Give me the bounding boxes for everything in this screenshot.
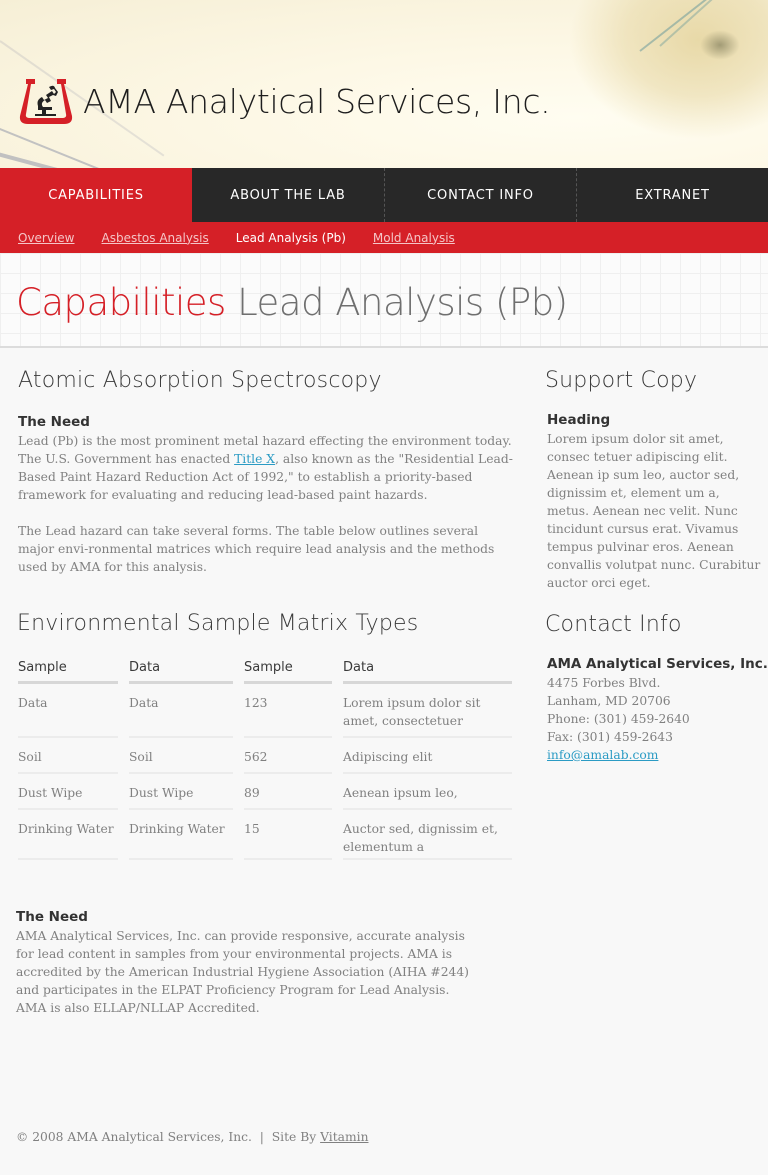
- contact-company: AMA Analytical Services, Inc.: [547, 656, 768, 672]
- contact-phone: Phone: (301) 459-2640: [547, 712, 690, 726]
- support-text: Lorem ipsum dolor sit amet, consec tetuer adipiscing elit. Aenean ip sum leo, auctor sed, dignissim et, element um a, metus. Aenean nec velit. Nunc tincidunt cursus erat. Vivamus tempus pulvinar eros. Aenean convallis volutpat nunc. Curabitur auctor orci eget.: [547, 432, 761, 590]
- table-cell: Data: [129, 684, 233, 738]
- table-cell: Soil: [129, 738, 233, 774]
- table-row: [18, 810, 512, 860]
- table-cell: Soil: [18, 738, 118, 774]
- contact-address-line2: Lanham, MD 20706: [547, 694, 671, 708]
- table-row: [18, 738, 512, 774]
- nav-about-the-lab[interactable]: ABOUT THE LAB: [230, 187, 346, 203]
- table-cell: Drinking Water: [129, 810, 233, 860]
- subnav-overview[interactable]: Overview: [18, 230, 75, 245]
- table-row: [18, 774, 512, 810]
- title-x-link[interactable]: Title X: [234, 452, 276, 466]
- table-header-cell: Sample: [18, 655, 118, 684]
- table-heading: Environmental Sample Matrix Types: [17, 611, 419, 636]
- lead-hazard-paragraph: The Lead hazard can take several forms. The table below outlines several major envi-ronmental matrices which require lead analysis and the methods used by AMA for this analysis.: [18, 524, 495, 574]
- page-title-section: Capabilities: [16, 281, 226, 324]
- table-header-cell: Data: [129, 655, 233, 684]
- table-header-cell: Sample: [244, 655, 332, 684]
- page-title: [16, 281, 568, 324]
- footer-credit-link[interactable]: Vitamin: [320, 1130, 369, 1144]
- flask-microscope-icon: [18, 78, 74, 124]
- title-band: [0, 253, 768, 348]
- site-logo[interactable]: [18, 78, 550, 124]
- need-paragraph-2: AMA Analytical Services, Inc. can provide responsive, accurate analysis for lead content in samples from your environmental projects. AMA is accredited by the American Industrial Hygiene Association (AIHA #244) and participates in the ELPAT Proficiency Program for Lead Analysis. AMA is also ELLAP/NLLAP Accredited.: [16, 929, 469, 1015]
- contact-heading: Contact Info: [545, 612, 682, 637]
- header-decoration: [568, 0, 768, 140]
- support-subheading: Heading: [547, 412, 611, 428]
- main-nav: [0, 168, 768, 222]
- section-heading-aas: Atomic Absorption Spectroscopy: [18, 368, 382, 393]
- need-heading-2: The Need: [16, 909, 88, 925]
- table-cell: Lorem ipsum dolor sit amet, consectetuer: [343, 684, 512, 738]
- contact-address-line1: 4475 Forbes Blvd.: [547, 676, 661, 690]
- need-text: , also known as the "Residential Lead-Based Paint Hazard Reduction Act of 1992," to establish a priority-based framework for evaluating and reducing lead-based paint hazards.: [18, 452, 513, 502]
- subnav-asbestos-analysis[interactable]: Asbestos Analysis: [101, 230, 209, 245]
- contact-details: [547, 674, 690, 764]
- table-cell: Aenean ipsum leo,: [343, 774, 512, 810]
- table-header-row: [18, 655, 512, 684]
- need-heading: The Need: [18, 414, 90, 430]
- table-cell: Data: [18, 684, 118, 738]
- contact-fax: Fax: (301) 459-2643: [547, 730, 673, 744]
- table-header-cell: Data: [343, 655, 512, 684]
- sample-matrix-table: [18, 655, 512, 860]
- table-cell: 15: [244, 810, 332, 860]
- footer-copyright: © 2008 AMA Analytical Services, Inc. | Site By: [16, 1130, 321, 1144]
- subnav-mold-analysis[interactable]: Mold Analysis: [372, 230, 455, 245]
- sub-nav: [0, 222, 768, 253]
- site-header: [0, 0, 768, 168]
- table-cell: Dust Wipe: [18, 774, 118, 810]
- footer: [16, 1130, 369, 1144]
- table-cell: Dust Wipe: [129, 774, 233, 810]
- table-row: [18, 684, 512, 738]
- table-cell: Drinking Water: [18, 810, 118, 860]
- brand-name: AMA Analytical Services, Inc.: [83, 81, 551, 121]
- subnav-lead-analysis[interactable]: Lead Analysis (Pb): [235, 230, 346, 245]
- need-paragraph: [18, 432, 514, 504]
- nav-contact-info[interactable]: CONTACT INFO: [384, 168, 576, 222]
- contact-email-link[interactable]: info@amalab.com: [547, 748, 659, 762]
- page-title-subtitle: Lead Analysis (Pb): [237, 281, 568, 324]
- header-decoration: [700, 30, 740, 60]
- need-text: Lead (Pb) is the most prominent metal hazard effecting the environment today. The U.S. Government has enacted: [18, 434, 512, 466]
- nav-capabilities[interactable]: CAPABILITIES: [0, 168, 192, 222]
- table-cell: Adipiscing elit: [343, 738, 512, 774]
- table-cell: 89: [244, 774, 332, 810]
- table-cell: Auctor sed, dignissim et, elementum a: [343, 810, 512, 860]
- support-heading: Support Copy: [545, 368, 698, 393]
- table-cell: 562: [244, 738, 332, 774]
- table-cell: 123: [244, 684, 332, 738]
- nav-extranet[interactable]: EXTRANET: [576, 168, 768, 222]
